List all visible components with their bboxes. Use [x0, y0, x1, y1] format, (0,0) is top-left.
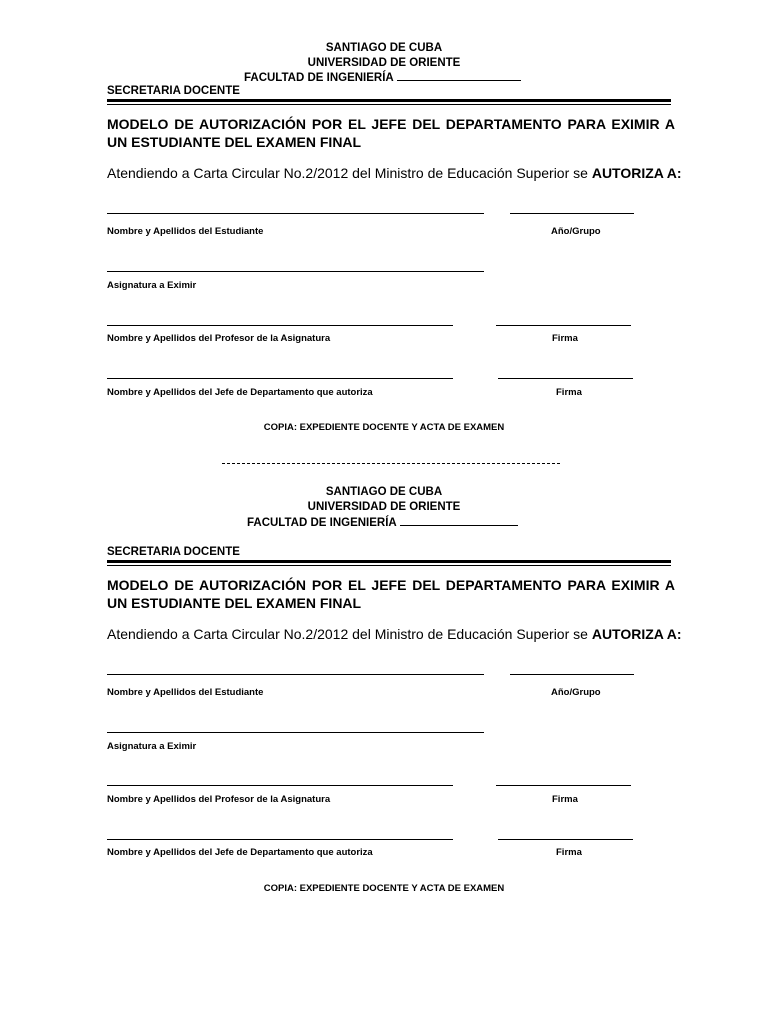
header-city: SANTIAGO DE CUBA	[325, 42, 443, 54]
student-name-label: Nombre y Apellidos del Estudiante	[107, 226, 264, 237]
header-university: UNIVERSIDAD DE ORIENTE	[307, 501, 461, 513]
year-group-label: Año/Grupo	[551, 226, 601, 237]
form-title: MODELO DE AUTORIZACIÓN POR EL JEFE DEL DEPARTAMENTO PARA EXIMIR A UN ESTUDIANTE DEL EXAMEN FINAL	[107, 116, 675, 150]
intro-paragraph	[107, 626, 682, 642]
header-rule-thin	[107, 104, 671, 105]
intro-paragraph	[107, 165, 682, 181]
subject-line[interactable]	[107, 732, 484, 733]
office-label: SECRETARIA DOCENTE	[107, 85, 240, 97]
professor-signature-line[interactable]	[496, 325, 631, 326]
header-university: UNIVERSIDAD DE ORIENTE	[307, 57, 461, 69]
header-faculty-label: FACULTAD DE INGENIERÍA	[247, 517, 397, 529]
header-faculty	[247, 515, 518, 530]
subject-label: Asignatura a Eximir	[107, 741, 197, 752]
header-rule-thick	[107, 560, 671, 563]
head-signature-label: Firma	[556, 847, 582, 858]
head-name-label: Nombre y Apellidos del Jefe de Departamento que autoriza	[107, 847, 373, 858]
professor-name-line[interactable]	[107, 325, 453, 326]
form-title: MODELO DE AUTORIZACIÓN POR EL JEFE DEL DEPARTAMENTO PARA EXIMIR A UN ESTUDIANTE DEL EXAMEN FINAL	[107, 577, 675, 611]
office-label: SECRETARIA DOCENTE	[107, 546, 240, 558]
year-group-label: Año/Grupo	[551, 687, 601, 698]
head-name-line[interactable]	[107, 378, 453, 379]
authorization-form-2	[0, 461, 768, 921]
copy-note: COPIA: EXPEDIENTE DOCENTE Y ACTA DE EXAMEN	[263, 883, 505, 894]
header-faculty	[244, 70, 521, 85]
student-name-line[interactable]	[107, 674, 484, 675]
year-group-line[interactable]	[510, 213, 634, 214]
intro-text: Atendiendo a Carta Circular No.2/2012 del Ministro de Educación Superior se	[107, 165, 588, 181]
intro-authorize: AUTORIZA A:	[591, 626, 682, 642]
head-signature-line[interactable]	[498, 378, 633, 379]
header-rule-thick	[107, 99, 671, 102]
authorization-form-1	[0, 0, 768, 460]
faculty-blank-line[interactable]	[400, 515, 518, 526]
professor-signature-label: Firma	[552, 794, 578, 805]
intro-text: Atendiendo a Carta Circular No.2/2012 del Ministro de Educación Superior se	[107, 626, 588, 642]
student-name-label: Nombre y Apellidos del Estudiante	[107, 687, 264, 698]
subject-line[interactable]	[107, 271, 484, 272]
copy-note: COPIA: EXPEDIENTE DOCENTE Y ACTA DE EXAMEN	[263, 422, 505, 433]
header-faculty-label: FACULTAD DE INGENIERÍA	[244, 72, 394, 84]
subject-label: Asignatura a Eximir	[107, 280, 197, 291]
head-name-line[interactable]	[107, 839, 453, 840]
header-city: SANTIAGO DE CUBA	[325, 486, 443, 498]
intro-authorize: AUTORIZA A:	[591, 165, 682, 181]
professor-name-line[interactable]	[107, 785, 453, 786]
head-signature-label: Firma	[556, 387, 582, 398]
head-name-label: Nombre y Apellidos del Jefe de Departamento que autoriza	[107, 387, 373, 398]
head-signature-line[interactable]	[498, 839, 633, 840]
faculty-blank-line[interactable]	[397, 70, 521, 81]
professor-signature-line[interactable]	[496, 785, 631, 786]
professor-name-label: Nombre y Apellidos del Profesor de la Asignatura	[107, 333, 331, 344]
professor-signature-label: Firma	[552, 333, 578, 344]
year-group-line[interactable]	[510, 674, 634, 675]
professor-name-label: Nombre y Apellidos del Profesor de la Asignatura	[107, 794, 331, 805]
student-name-line[interactable]	[107, 213, 484, 214]
header-rule-thin	[107, 565, 671, 566]
